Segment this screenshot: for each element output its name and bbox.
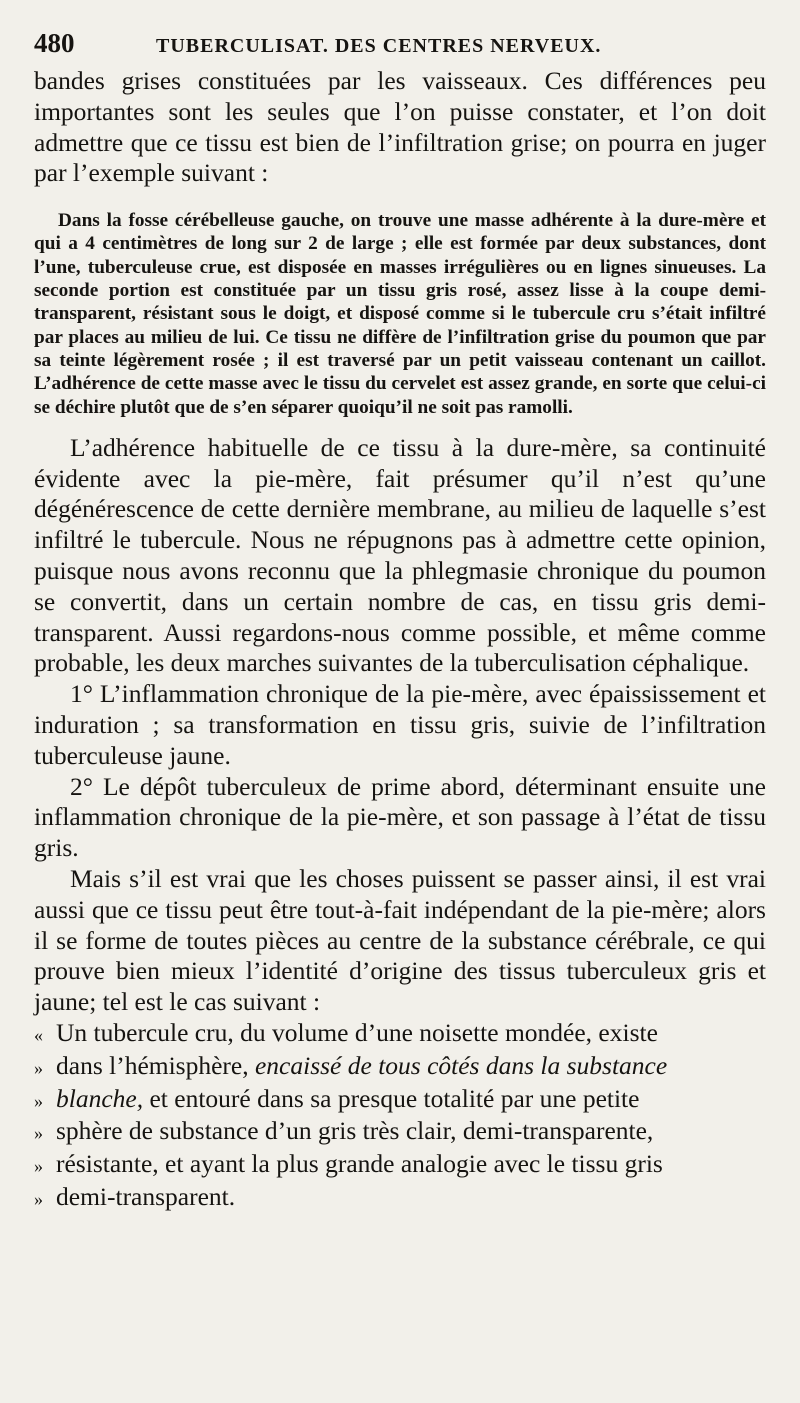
- quoted-case: [34, 1018, 766, 1215]
- case-observation: Dans la fosse cérébelleuse gauche, on trouve une masse adhérente à la dure-mère et qui a 4 centimètres de long sur 2 de large ; elle est formée par deux substances, dont l’une, tuberculeuse crue, est disposée en masses irrégulières ou en lignes sinueuses. La seconde portion est constituée par un tissu gris rosé, assez lisse à la coupe demi-transparent, résistant sous le doigt, et disposé comme si le tubercule cru s’était infiltré par places au milieu de lui. Ce tissu ne diffère de l’infiltration grise du poumon que par sa teinte légèrement rosée ; il est traversé par un petit vaisseau contenant un caillot. L’adhérence de cette masse avec le tissu du cervelet est assez grande, en sorte que celui-ci se déchire plutôt que de s’en séparer quoiqu’il ne soit pas ramolli.: [34, 210, 766, 418]
- quote-line: » demi-transparent.: [34, 1181, 236, 1211]
- running-head: TUBERCULISAT. DES CENTRES NERVEUX.: [156, 35, 602, 57]
- quote-line: » dans l’hémisphère, encaissé de tous côtés dans la substance: [34, 1050, 668, 1080]
- quote-line: » résistante, et ayant la plus grande analogie avec le tissu gris: [34, 1149, 663, 1179]
- march-2: 2° Le dépôt tuberculeux de prime abord, déterminant ensuite une inflammation chronique de la pie-mère, et son passage à l’état de tissu gris.: [34, 771, 766, 863]
- page-header: [34, 28, 766, 66]
- quote-line: » blanche, et entouré dans sa presque totalité par une petite: [34, 1083, 640, 1113]
- paragraph-adherence: L’adhérence habituelle de ce tissu à la dure-mère, sa continuité évidente avec la pie-mère, fait présumer qu’il n’est qu’une dégénérescence de cette dernière membrane, au milieu de laquelle s’est infiltré le tubercule. Nous ne répugnons pas à admettre cette opinion, puisque nous avons reconnu que la phlegmasie chronique du poumon se convertit, dans un certain nombre de cas, en tissu gris demi-transparent. Aussi regardons-nous comme possible, et même comme probable, les deux marches suivantes de la tuberculisation céphalique.: [34, 432, 766, 678]
- quote-line: « Un tubercule cru, du volume d’une noisette mondée, existe: [34, 1018, 658, 1047]
- page-number: 480: [34, 28, 75, 58]
- body-text: [34, 66, 766, 189]
- intro-paragraph: bandes grises constituées par les vaisseaux. Ces différences peu importantes sont les seules que l’on puisse constater, et l’on doit admettre que ce tissu est bien de l’infiltration grise; on pourra en juger par l’exemple suivant :: [34, 66, 766, 188]
- case-observation-block: [34, 209, 766, 419]
- paragraph-independent: Mais s’il est vrai que les choses puissent se passer ainsi, il est vrai aussi que ce tissu peut être tout-à-fait indépendant de la pie-mère; alors il se forme de toutes pièces au centre de la substance cérébrale, ce qui prouve bien mieux l’identité d’origine des tissus tuberculeux gris et jaune; tel est le cas suivant :: [34, 864, 766, 1017]
- body-text-continued: [34, 433, 766, 1215]
- quote-line: » sphère de substance d’un gris très clair, demi-transparente,: [34, 1116, 654, 1146]
- march-1: 1° L’inflammation chronique de la pie-mère, avec épaississement et induration ; sa transformation en tissu gris, suivie de l’infiltration tuberculeuse jaune.: [34, 679, 766, 770]
